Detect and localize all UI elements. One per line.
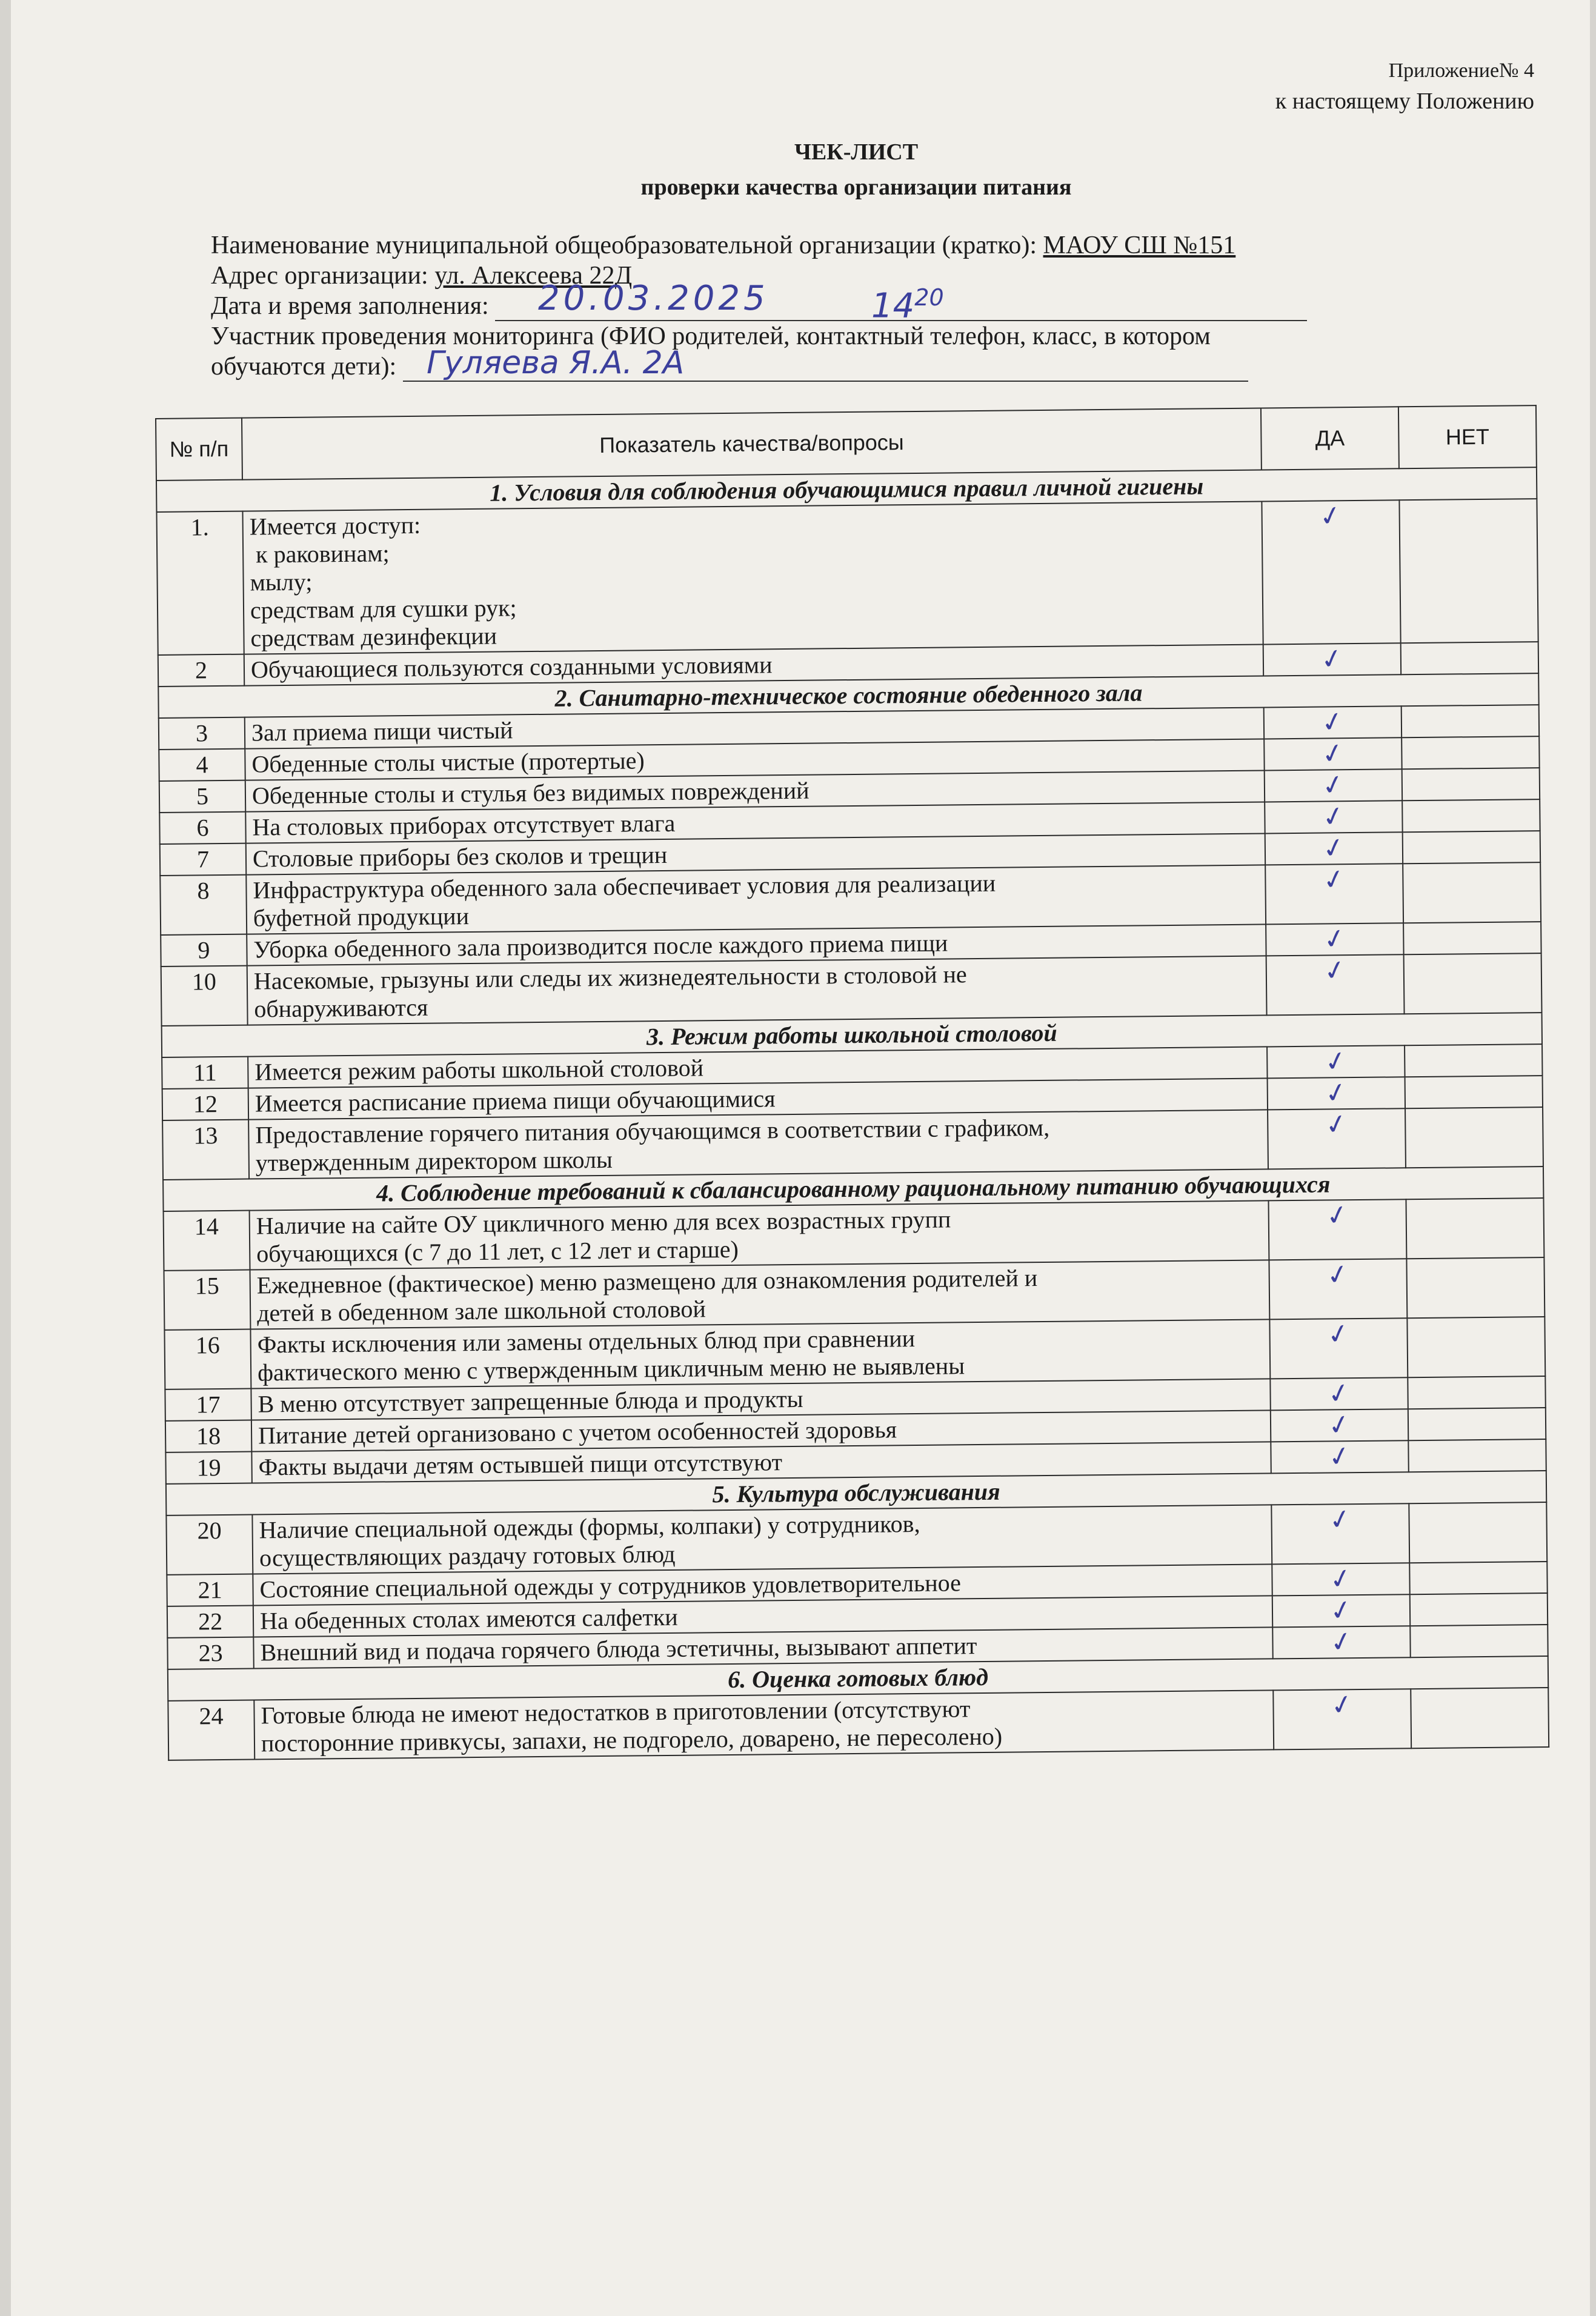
yes-cell — [1268, 1199, 1406, 1260]
indicator-line: В меню отсутствует запрещенные блюда и продукты — [258, 1385, 803, 1418]
appendix-line-2: к настоящему Положению — [1275, 88, 1534, 114]
indicator-line: Обучающиеся пользуются созданными условиями — [250, 651, 773, 684]
organization-info — [211, 230, 1392, 382]
indicator-line: Обеденные столы чистые (протертые) — [251, 747, 645, 778]
check-mark-icon: ✓ — [1319, 799, 1348, 834]
no-cell — [1405, 1076, 1543, 1108]
row-number: 2 — [158, 654, 244, 687]
participant-label-2: обучаются дети): — [211, 353, 397, 381]
check-mark-icon: ✓ — [1323, 1257, 1352, 1293]
indicator-line: к раковинам; — [249, 539, 390, 568]
indicator-cell — [250, 1319, 1270, 1388]
indicator-line: Готовые блюда не имеют недостатков в приготовлении (отсутствуют — [261, 1695, 971, 1729]
indicator-line: Наличие специальной одежды (формы, колпаки) у сотрудников, — [259, 1509, 920, 1544]
yes-cell — [1269, 1318, 1408, 1379]
no-cell — [1401, 642, 1538, 674]
yes-cell — [1266, 954, 1405, 1015]
date-handwritten: 20.03.2025 — [538, 279, 769, 318]
row-number: 19 — [165, 1452, 251, 1484]
indicator-line: мылу; — [250, 568, 313, 596]
address-label: Адрес организации: — [211, 262, 428, 290]
row-number: 4 — [159, 749, 245, 781]
check-mark-icon: ✓ — [1318, 767, 1348, 803]
participant-row — [211, 321, 1392, 351]
row-number: 10 — [161, 966, 248, 1026]
indicator-line: Ежедневное (фактическое) меню размещено для ознакомления родителей и — [256, 1264, 1038, 1299]
indicator-line: обучающихся (с 7 до 11 лет, с 12 лет и старше) — [256, 1235, 739, 1268]
table-row — [168, 1688, 1549, 1760]
no-cell — [1407, 1317, 1545, 1377]
indicator-cell — [250, 1200, 1269, 1269]
indicator-line: Обеденные столы и стулья без видимых повреждений — [251, 776, 810, 810]
no-cell — [1403, 831, 1540, 864]
time-minutes: 20 — [914, 284, 944, 311]
row-number: 1. — [156, 511, 244, 655]
indicator-line: Имеется доступ: — [249, 511, 421, 541]
section-title: 3. Режим работы школьной столовой — [162, 1013, 1542, 1057]
yes-cell — [1268, 1108, 1406, 1169]
indicator-line: Факты выдачи детям остывшей пищи отсутствуют — [258, 1448, 783, 1481]
no-cell — [1408, 1376, 1545, 1409]
check-mark-icon: ✓ — [1325, 1439, 1354, 1474]
no-cell — [1399, 499, 1538, 643]
yes-cell — [1267, 1045, 1405, 1078]
indicator-line: Зал приема пищи чистый — [251, 716, 513, 747]
yes-cell — [1266, 923, 1403, 956]
header-yes: ДА — [1261, 407, 1399, 470]
section-title: 5. Культура обслуживания — [166, 1471, 1546, 1516]
row-number: 12 — [162, 1088, 248, 1120]
check-mark-icon: ✓ — [1322, 1075, 1351, 1111]
check-mark-icon: ✓ — [1319, 830, 1348, 866]
indicator-cell — [248, 1110, 1268, 1179]
check-mark-icon: ✓ — [1325, 1407, 1354, 1443]
no-cell — [1401, 736, 1539, 769]
indicator-line: осуществляющих раздачу готовых блюд — [259, 1540, 676, 1572]
section-title: 4. Соблюдение требований к сбалансированному рациональному питанию обучающихся — [163, 1166, 1543, 1211]
no-cell — [1401, 705, 1539, 737]
row-number: 5 — [159, 780, 245, 813]
row-number: 24 — [168, 1700, 254, 1760]
table-row — [156, 499, 1538, 655]
yes-cell — [1262, 500, 1400, 644]
time-hour: 14 — [871, 286, 915, 326]
no-cell — [1408, 1408, 1546, 1440]
date-label: Дата и время заполнения: — [211, 292, 489, 320]
indicator-line: обнаруживаются — [254, 993, 428, 1023]
row-number: 23 — [167, 1637, 253, 1669]
participant-label: Участник проведения мониторинга (ФИО родителей, контактный телефон, класс, в котором — [211, 322, 1211, 350]
row-number: 15 — [164, 1270, 251, 1330]
checklist-body — [156, 467, 1549, 1760]
indicator-cell — [246, 865, 1266, 934]
yes-cell — [1264, 737, 1401, 770]
indicator-line: средствам для сушки рук; — [250, 594, 517, 624]
row-number: 11 — [162, 1057, 248, 1089]
appendix-line-1: Приложение№ 4 — [1388, 59, 1534, 82]
no-cell — [1411, 1688, 1549, 1748]
yes-cell — [1272, 1563, 1409, 1596]
org-name-row — [211, 230, 1392, 261]
yes-cell — [1270, 1377, 1408, 1410]
row-number: 22 — [167, 1606, 253, 1638]
yes-cell — [1268, 1077, 1405, 1110]
row-number: 7 — [160, 844, 246, 876]
check-mark-icon: ✓ — [1322, 1106, 1351, 1142]
check-mark-icon: ✓ — [1318, 704, 1347, 740]
header-no: НЕТ — [1398, 405, 1537, 468]
check-mark-icon: ✓ — [1320, 921, 1349, 957]
title-line-2: проверки качества организации питания — [640, 175, 1072, 200]
no-cell — [1403, 922, 1541, 954]
yes-cell — [1273, 1689, 1411, 1749]
check-mark-icon: ✓ — [1324, 1316, 1353, 1352]
indicator-line: утвержденным директором школы — [255, 1145, 613, 1177]
participant-handwritten: Гуляева Я.А. 2А — [427, 345, 685, 381]
row-number: 13 — [162, 1120, 249, 1180]
yes-cell — [1265, 769, 1402, 802]
indicator-line: детей в обеденном зале школьной столовой — [256, 1295, 706, 1327]
checklist-table — [155, 405, 1549, 1761]
no-cell — [1406, 1198, 1544, 1259]
indicator-cell — [250, 1260, 1269, 1329]
indicator-line: Столовые приборы без сколов и трещин — [252, 840, 668, 873]
section-title: 6. Оценка готовых блюд — [168, 1656, 1548, 1701]
check-mark-icon: ✓ — [1327, 1624, 1356, 1660]
section-title: 1. Условия для соблюдения обучающимися правил личной гигиены — [156, 467, 1537, 512]
row-number: 8 — [160, 875, 247, 935]
yes-cell — [1263, 643, 1401, 676]
yes-cell — [1272, 1594, 1410, 1627]
indicator-line: Насекомые, грызуны или следы их жизнедеятельности в столовой не — [253, 960, 967, 995]
time-handwritten — [871, 282, 944, 326]
org-name-value: МАОУ СШ №151 — [1043, 231, 1236, 259]
header-indicator: Показатель качества/вопросы — [242, 408, 1262, 479]
indicator-line: Наличие на сайте ОУ цикличного меню для всех возрастных групп — [256, 1205, 951, 1240]
no-cell — [1409, 1502, 1547, 1563]
address-row — [211, 261, 1392, 291]
date-row — [211, 279, 1392, 326]
indicator-line: На столовых приборах отсутствует влага — [252, 809, 676, 841]
yes-cell — [1265, 832, 1403, 865]
yes-cell — [1265, 800, 1402, 833]
row-number: 6 — [159, 812, 245, 844]
yes-cell — [1269, 1259, 1407, 1319]
yes-cell — [1265, 864, 1403, 924]
section-title: 2. Санитарно-техническое состояние обеденного зала — [158, 673, 1538, 718]
no-cell — [1409, 1562, 1547, 1594]
indicator-line: фактического меню с утвержденным цикличным меню не выявлены — [257, 1352, 965, 1386]
indicator-line: Уборка обеденного зала производится после каждого приема пищи — [253, 929, 948, 963]
check-mark-icon: ✓ — [1323, 1197, 1352, 1233]
indicator-cell — [247, 956, 1267, 1025]
no-cell — [1402, 768, 1540, 800]
indicator-line: посторонние привкусы, запахи, не подгорело, доварено, не пересолено) — [261, 1722, 1003, 1757]
check-mark-icon: ✓ — [1326, 1561, 1355, 1597]
check-mark-icon: ✓ — [1316, 498, 1345, 534]
yes-cell — [1271, 1409, 1408, 1442]
yes-cell — [1271, 1503, 1409, 1564]
document-sheet — [11, 0, 1590, 2316]
yes-cell — [1264, 706, 1401, 739]
indicator-line: средствам дезинфекции — [250, 622, 497, 652]
row-number: 3 — [159, 717, 245, 750]
yes-cell — [1272, 1626, 1410, 1659]
check-mark-icon: ✓ — [1320, 862, 1349, 897]
indicator-cell — [242, 501, 1263, 654]
yes-cell — [1271, 1440, 1408, 1473]
check-mark-icon: ✓ — [1322, 1043, 1351, 1079]
indicator-line: Инфраструктура обеденного зала обеспечивает условия для реализации — [253, 869, 996, 904]
indicator-line: Имеется расписание приема пищи обучающимися — [254, 1085, 776, 1117]
indicator-line: Факты исключения или замены отдельных блюд при сравнении — [257, 1325, 916, 1359]
row-number: 20 — [166, 1515, 253, 1575]
document-title — [11, 135, 1596, 205]
row-number: 21 — [167, 1574, 253, 1606]
indicator-line: На обеденных столах имеются салфетки — [259, 1603, 678, 1635]
check-mark-icon: ✓ — [1318, 736, 1348, 771]
participant-row-2 — [211, 345, 1392, 382]
indicator-line: буфетной продукции — [253, 902, 470, 932]
check-mark-icon: ✓ — [1328, 1687, 1357, 1723]
check-mark-icon: ✓ — [1326, 1592, 1355, 1628]
no-cell — [1402, 799, 1540, 832]
title-line-1: ЧЕК-ЛИСТ — [794, 139, 919, 165]
row-number: 14 — [164, 1211, 250, 1271]
row-number: 18 — [165, 1420, 251, 1452]
no-cell — [1410, 1593, 1548, 1626]
no-cell — [1405, 1107, 1543, 1168]
check-mark-icon: ✓ — [1326, 1502, 1355, 1537]
indicator-line: Предоставление горячего питания обучающимся в соответствии с графиком, — [255, 1113, 1050, 1149]
indicator-line: Имеется режим работы школьной столовой — [254, 1054, 704, 1086]
indicator-cell — [252, 1505, 1272, 1574]
check-mark-icon: ✓ — [1317, 641, 1346, 677]
address-value: ул. Алексеева 22Д — [434, 262, 633, 290]
appendix-note — [1275, 56, 1534, 116]
indicator-line: Состояние специальной одежды у сотрудников удовлетворительное — [259, 1569, 962, 1603]
check-mark-icon: ✓ — [1320, 953, 1349, 988]
no-cell — [1406, 1257, 1544, 1318]
row-number: 16 — [164, 1329, 251, 1389]
org-name-label: Наименование муниципальной общеобразовательной организации (кратко): — [211, 231, 1037, 259]
check-mark-icon: ✓ — [1325, 1376, 1354, 1411]
no-cell — [1410, 1625, 1548, 1657]
indicator-line: Питание детей организовано с учетом особенностей здоровья — [258, 1416, 897, 1449]
no-cell — [1403, 862, 1541, 923]
no-cell — [1408, 1439, 1546, 1472]
row-number: 9 — [161, 934, 247, 967]
header-num: № п/п — [156, 418, 242, 481]
no-cell — [1404, 953, 1542, 1014]
no-cell — [1405, 1044, 1542, 1077]
row-number: 17 — [165, 1389, 251, 1421]
indicator-line: Внешний вид и подача горячего блюда эстетичны, вызывают аппетит — [260, 1632, 977, 1666]
indicator-cell — [254, 1690, 1274, 1759]
